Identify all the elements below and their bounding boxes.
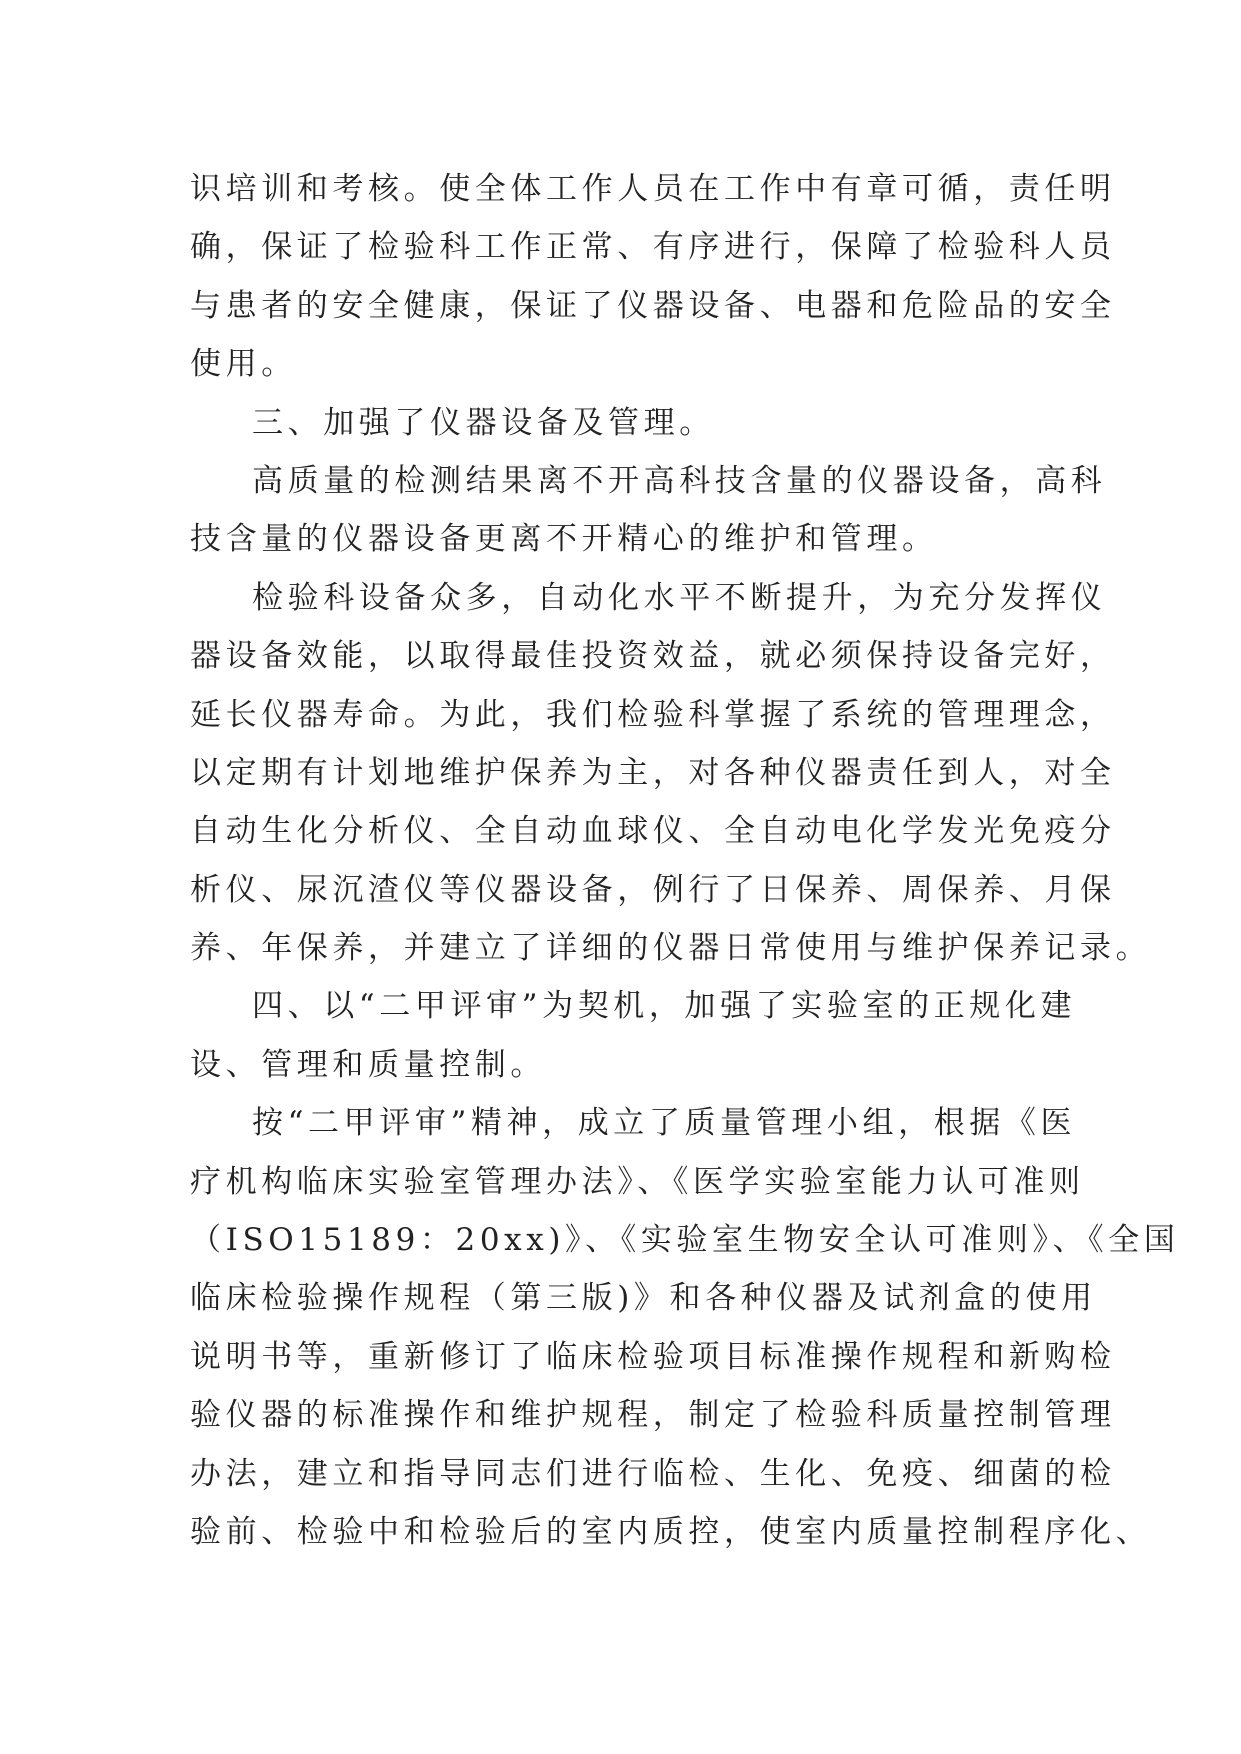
- text-line: 高质量的检测结果离不开高科技含量的仪器设备，高科: [252, 462, 1107, 499]
- text-line: 以定期有计划地维护保养为主，对各种仪器责任到人，对全: [190, 754, 1116, 791]
- text-line: 器设备效能，以取得最佳投资效益，就必须保持设备完好，: [190, 638, 1116, 675]
- body-text: [190, 160, 1180, 1561]
- text-line: 使用。: [190, 346, 297, 383]
- text-line: 养、年保养，并建立了详细的仪器日常使用与维护保养记录。: [190, 930, 1152, 967]
- text-line: 说明书等，重新修订了临床检验项目标准操作规程和新购检: [190, 1338, 1116, 1375]
- text-line: 确，保证了检验科工作正常、有序进行，保障了检验科人员: [190, 229, 1116, 266]
- text-line: 检验科设备众多，自动化水平不断提升，为充分发挥仪: [252, 579, 1107, 616]
- text-line: 验仪器的标准操作和维护规程，制定了检验科质量控制管理: [190, 1397, 1116, 1434]
- text-line: 识培训和考核。使全体工作人员在工作中有章可循，责任明: [190, 171, 1116, 207]
- text-line: 设、管理和质量控制。: [190, 1046, 546, 1083]
- text-line: 办法，建立和指导同志们进行临检、生化、免疫、细菌的检: [190, 1455, 1116, 1492]
- text-line: 四、以“二甲评审”为契机，加强了实验室的正规化建: [252, 988, 1077, 1025]
- text-line: 临床检验操作规程（第三版)》和各种仪器及试剂盒的使用: [190, 1280, 1097, 1317]
- text-line: 疗机构临床实验室管理办法》、《医学实验室能力认可准则: [190, 1163, 1085, 1200]
- text-line: 三、加强了仪器设备及管理。: [252, 404, 715, 441]
- text-line: 按“二甲评审”精神，成立了质量管理小组，根据《医: [252, 1105, 1077, 1142]
- text-line: 延长仪器寿命。为此，我们检验科掌握了系统的管理理念，: [190, 696, 1116, 733]
- text-line: 验前、检验中和检验后的室内质控，使室内质量控制程序化、: [190, 1513, 1152, 1550]
- text-line: 技含量的仪器设备更离不开精心的维护和管理。: [190, 521, 938, 558]
- text-line: 自动生化分析仪、全自动血球仪、全自动电化学发光免疫分: [190, 813, 1116, 850]
- text-line: 与患者的安全健康，保证了仪器设备、电器和危险品的安全: [190, 287, 1116, 324]
- text-line: （ISO15189：20xx)》、《实验室生物安全认可准则》、《全国: [190, 1222, 1180, 1259]
- text-line: 析仪、尿沉渣仪等仪器设备，例行了日保养、周保养、月保: [190, 871, 1116, 908]
